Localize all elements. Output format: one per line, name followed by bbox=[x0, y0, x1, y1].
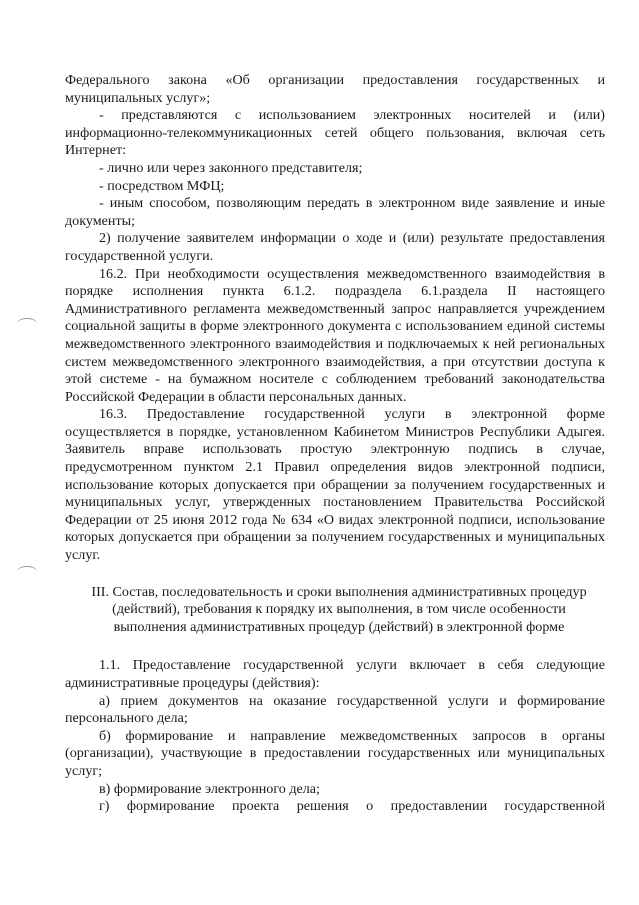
section-heading bbox=[65, 584, 605, 637]
list-item: - иным способом, позволяющим передать в электронном виде заявление и иные документы; bbox=[65, 195, 605, 229]
paragraph: 16.2. При необходимости осуществления межведомственного взаимодействия в порядке исполнения пункта 6.1.2. подраздела 6.1.раздела II настоящего Административного регламента межведомственный запрос направляется учреждением социальной защиты в форме электронного документа с использованием единой системы межведомственного электронного взаимодействия и подключаемых к ней региональных систем межведомственного электронного взаимодействия, а при отсутствии доступа к этой системе - на бумажном носителе с соблюдением требований законодательства Российской Федерации в области персональных данных. bbox=[65, 265, 605, 405]
section-heading-line: (действий), требования к порядку их выполнения, в том числе особенности bbox=[112, 601, 566, 618]
paragraph: Федерального закона «Об организации предоставления государственных и муниципальных услуг»; bbox=[65, 72, 605, 106]
paragraph: 1.1. Предоставление государственной услуги включает в себя следующие административные процедуры (действия): bbox=[65, 657, 605, 691]
scan-edge-mark bbox=[17, 566, 37, 577]
paragraph: 2) получение заявителем информации о ходе и (или) результате предоставления государственной услуги. bbox=[65, 230, 605, 264]
list-item: - посредством МФЦ; bbox=[99, 177, 225, 194]
section-heading-line: III. Состав, последовательность и сроки выполнения административных процедур bbox=[91, 583, 587, 600]
list-item: - лично или через законного представителя; bbox=[99, 159, 363, 176]
list-item: а) прием документов на оказание государственной услуги и формирование персонального дела; bbox=[65, 692, 605, 727]
list-item: в) формирование электронного дела; bbox=[99, 780, 320, 797]
list-item: г) формирование проекта решения о предоставлении государственной bbox=[99, 798, 605, 815]
scan-edge-mark bbox=[17, 318, 37, 329]
section-heading-line: выполнения административных процедур (действий) в электронной форме bbox=[113, 618, 565, 635]
list-item: б) формирование и направление межведомственных запросов в органы (организации), участвующие в предоставлении государственных или муниципальных услуг; bbox=[65, 727, 605, 779]
document-page bbox=[65, 72, 605, 816]
paragraph: 16.3. Предоставление государственной услуги в электронной форме осуществляется в порядке, установленном Кабинетом Министров Республики Адыгея. Заявитель вправе использовать простую электронную подпись в случае, предусмотренном пунктом 2.1 Правил определения видов электронной подписи, использование которых допускается при обращении за получением государственных и муниципальных услуг, утвержденных постановлением Правительства Российской Федерации от 25 июня 2012 года № 634 «О видах электронной подписи, использование которых допускается при обращении за получением государственных и муниципальных услуг. bbox=[65, 406, 605, 564]
paragraph: - представляются с использованием электронных носителей и (или) информационно-телекоммуникационных сетей общего пользования, включая сеть Интернет: bbox=[65, 107, 605, 159]
